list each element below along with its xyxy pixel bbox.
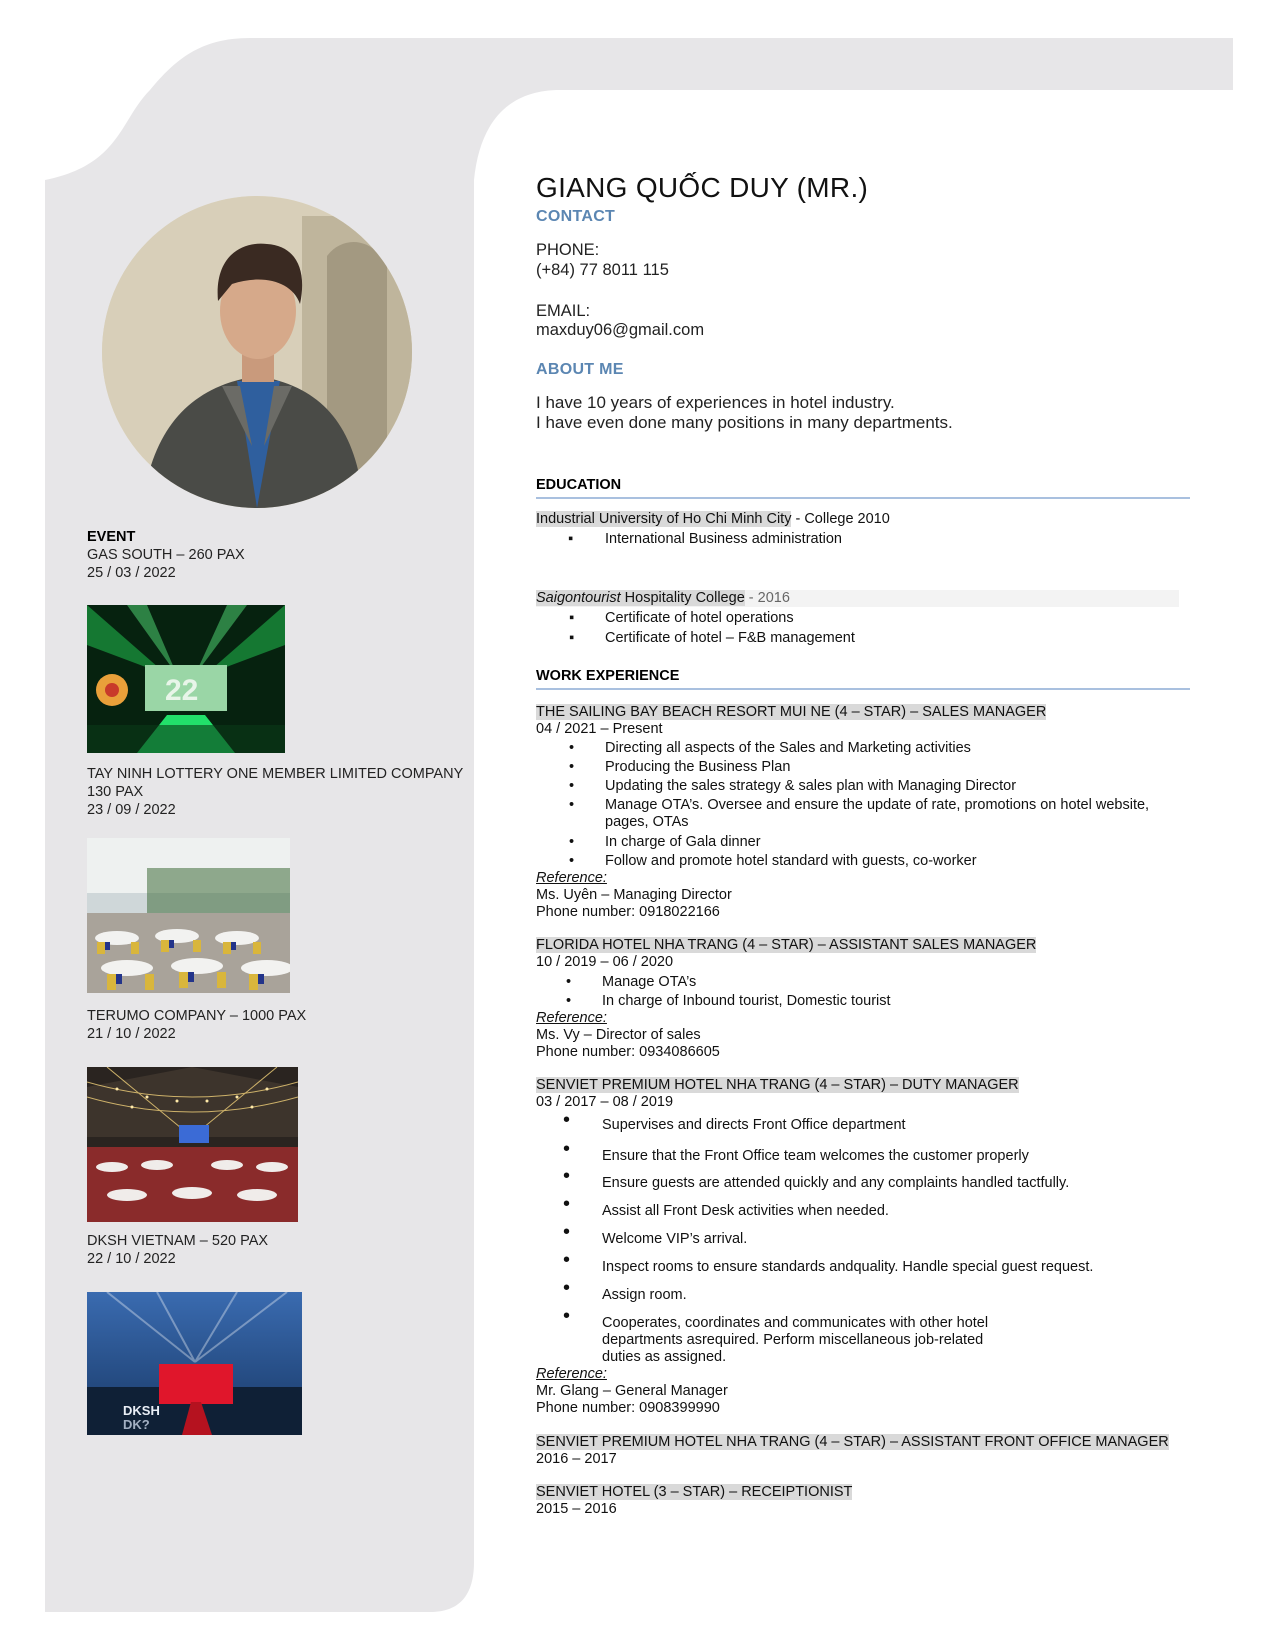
bullet-dot: • — [569, 740, 575, 756]
bullet-square: ▪ — [568, 531, 574, 547]
job-2-title: FLORIDA HOTEL NHA TRANG (4 – STAR) – ASSISTANT SALES MANAGER — [536, 937, 1037, 953]
bullet-dot: • — [563, 1138, 571, 1160]
education-heading: EDUCATION — [536, 477, 1190, 499]
about-line-1: I have 10 years of experiences in hotel industry. — [536, 393, 895, 412]
job-3-reference-name: Mr. Glang – General Manager — [536, 1383, 728, 1399]
school-rest: Hospitality College — [620, 590, 745, 606]
contact-title: CONTACT — [536, 208, 616, 225]
job-2-reference-label: Reference: — [536, 1010, 607, 1026]
job-3-bullet-3: Ensure guests are attended quickly and any complaints handled tactfully. — [602, 1175, 1070, 1191]
bullet-square: ▪ — [569, 610, 575, 626]
job-1-reference-label: Reference: — [536, 870, 607, 886]
event-section — [87, 528, 245, 582]
job-1-bullet-5: In charge of Gala dinner — [605, 834, 761, 850]
svg-text:DK?: DK? — [123, 1417, 150, 1432]
job-2-bullet-1: Manage OTA’s — [602, 974, 697, 990]
job-5-title: SENVIET HOTEL (3 – STAR) – RECEIPTIONIST — [536, 1484, 853, 1500]
event-4-name: DKSH VIETNAM – 520 PAX — [87, 1233, 269, 1249]
event-1-image — [87, 605, 285, 753]
bullet-dot: • — [569, 853, 575, 869]
education-item-2 — [536, 590, 1179, 607]
job-1-bullet-1: Directing all aspects of the Sales and Marketing activities — [605, 740, 971, 756]
job-1-period: 04 / 2021 – Present — [536, 721, 663, 737]
school-suffix: - College 2010 — [791, 511, 890, 527]
bullet-square: ▪ — [569, 630, 575, 646]
job-3-period: 03 / 2017 – 08 / 2019 — [536, 1094, 674, 1110]
bullet-dot: • — [563, 1193, 571, 1215]
phone-value: (+84) 77 8011 115 — [536, 261, 669, 279]
bullet-dot: • — [563, 1109, 571, 1131]
event-1-date: 25 / 03 / 2022 — [87, 565, 176, 581]
job-3-bullet-6: Inspect rooms to ensure standards andquality. Handle special guest request. — [602, 1259, 1094, 1275]
job-4-period: 2016 – 2017 — [536, 1451, 617, 1467]
job-2-reference-name: Ms. Vy – Director of sales — [536, 1027, 701, 1043]
education-2-bullet-2: Certificate of hotel – F&B management — [605, 630, 855, 646]
portrait-illustration — [102, 196, 412, 508]
profile-photo-frame — [84, 180, 432, 522]
education-1-bullet-1: International Business administration — [605, 531, 842, 547]
school-suffix: - 2016 — [744, 590, 790, 606]
bullet-dot: • — [563, 1277, 571, 1299]
bullet-dot: • — [569, 778, 575, 794]
job-1-reference-name: Ms. Uyên – Managing Director — [536, 887, 732, 903]
job-5-period: 2015 – 2016 — [536, 1501, 617, 1517]
job-1-bullet-2: Producing the Business Plan — [605, 759, 791, 775]
bullet-dot: • — [566, 993, 572, 1009]
job-3-bullet-8-cont-2: duties as assigned. — [602, 1349, 727, 1365]
event-2-info — [87, 765, 463, 819]
event-3-info — [87, 1007, 306, 1043]
event-3-image — [87, 1067, 298, 1222]
bullet-dot: • — [566, 974, 572, 990]
job-4-title: SENVIET PREMIUM HOTEL NHA TRANG (4 – STAR) – ASSISTANT FRONT OFFICE MANAGER — [536, 1434, 1169, 1450]
event-2-image — [87, 838, 290, 993]
school-name: Industrial University of Ho Chi Minh City — [536, 511, 792, 527]
bullet-dot: • — [563, 1165, 571, 1187]
email-value[interactable]: maxduy06@gmail.com — [536, 321, 705, 339]
job-3-bullet-7: Assign room. — [602, 1287, 687, 1303]
candidate-name: GIANG QUỐC DUY (MR.) — [536, 172, 869, 203]
banquet-hall-image — [87, 838, 290, 993]
event-3-date: 21 / 10 / 2022 — [87, 1026, 176, 1042]
job-1-bullet-3: Updating the sales strategy & sales plan with Managing Director — [605, 778, 1017, 794]
event-4-date: 22 / 10 / 2022 — [87, 1251, 176, 1267]
event-2-pax: 130 PAX — [87, 784, 144, 800]
svg-text:DKSH: DKSH — [123, 1403, 160, 1418]
svg-text:22: 22 — [165, 674, 199, 707]
bullet-dot: • — [563, 1249, 571, 1271]
email-label: EMAIL: — [536, 302, 591, 320]
job-3-bullet-8-cont-1: departments asrequired. Perform miscellaneous job-related — [602, 1332, 984, 1348]
job-3-title: SENVIET PREMIUM HOTEL NHA TRANG (4 – STAR) – DUTY MANAGER — [536, 1077, 1019, 1093]
job-2-period: 10 / 2019 – 06 / 2020 — [536, 954, 674, 970]
bullet-dot: • — [569, 759, 575, 775]
job-3-bullet-5: Welcome VIP’s arrival. — [602, 1231, 748, 1247]
bullet-dot: • — [569, 797, 575, 813]
bullet-dot: • — [563, 1221, 571, 1243]
job-3-bullet-4: Assist all Front Desk activities when needed. — [602, 1203, 889, 1219]
about-line-2: I have even done many positions in many departments. — [536, 413, 953, 432]
job-3-reference-label: Reference: — [536, 1366, 607, 1382]
work-heading: WORK EXPERIENCE — [536, 668, 1190, 690]
job-2-reference-phone: Phone number: 0934086605 — [536, 1044, 720, 1060]
job-3-bullet-8: Cooperates, coordinates and communicates with other hotel — [602, 1315, 989, 1331]
phone-label: PHONE: — [536, 241, 600, 259]
event-title: EVENT — [87, 529, 136, 545]
education-item-1 — [536, 511, 890, 528]
event-2-name: TAY NINH LOTTERY ONE MEMBER LIMITED COMPANY — [87, 766, 464, 782]
job-1-bullet-4-cont: pages, OTAs — [605, 814, 689, 830]
school-italic: Saigontourist — [536, 590, 621, 606]
job-1-reference-phone: Phone number: 0918022166 — [536, 904, 720, 920]
event-4-image — [87, 1292, 302, 1435]
job-3-bullet-2: Ensure that the Front Office team welcomes the customer properly — [602, 1148, 1029, 1164]
job-1-bullet-6: Follow and promote hotel standard with guests, co-worker — [605, 853, 977, 869]
job-2-bullet-2: In charge of Inbound tourist, Domestic tourist — [602, 993, 891, 1009]
tent-dinner-lights-image — [87, 1067, 298, 1222]
job-1-bullet-4: Manage OTA’s. Oversee and ensure the update of rate, promotions on hotel website, — [605, 797, 1150, 813]
job-3-bullet-1: Supervises and directs Front Office department — [602, 1117, 906, 1133]
job-1-title: THE SAILING BAY BEACH RESORT MUI NE (4 – STAR) – SALES MANAGER — [536, 704, 1047, 720]
event-4-info — [87, 1232, 268, 1268]
stage-green-lights-image — [87, 605, 285, 753]
bullet-dot: • — [569, 834, 575, 850]
about-title: ABOUT ME — [536, 361, 624, 378]
bullet-dot: • — [563, 1305, 571, 1327]
job-3-reference-phone: Phone number: 0908399990 — [536, 1400, 720, 1416]
outdoor-stage-red-carpet-image — [87, 1292, 302, 1435]
event-1-name: GAS SOUTH – 260 PAX — [87, 547, 245, 563]
event-3-name: TERUMO COMPANY – 1000 PAX — [87, 1008, 307, 1024]
event-2-date: 23 / 09 / 2022 — [87, 802, 176, 818]
education-2-bullet-1: Certificate of hotel operations — [605, 610, 794, 626]
profile-photo — [102, 196, 412, 508]
